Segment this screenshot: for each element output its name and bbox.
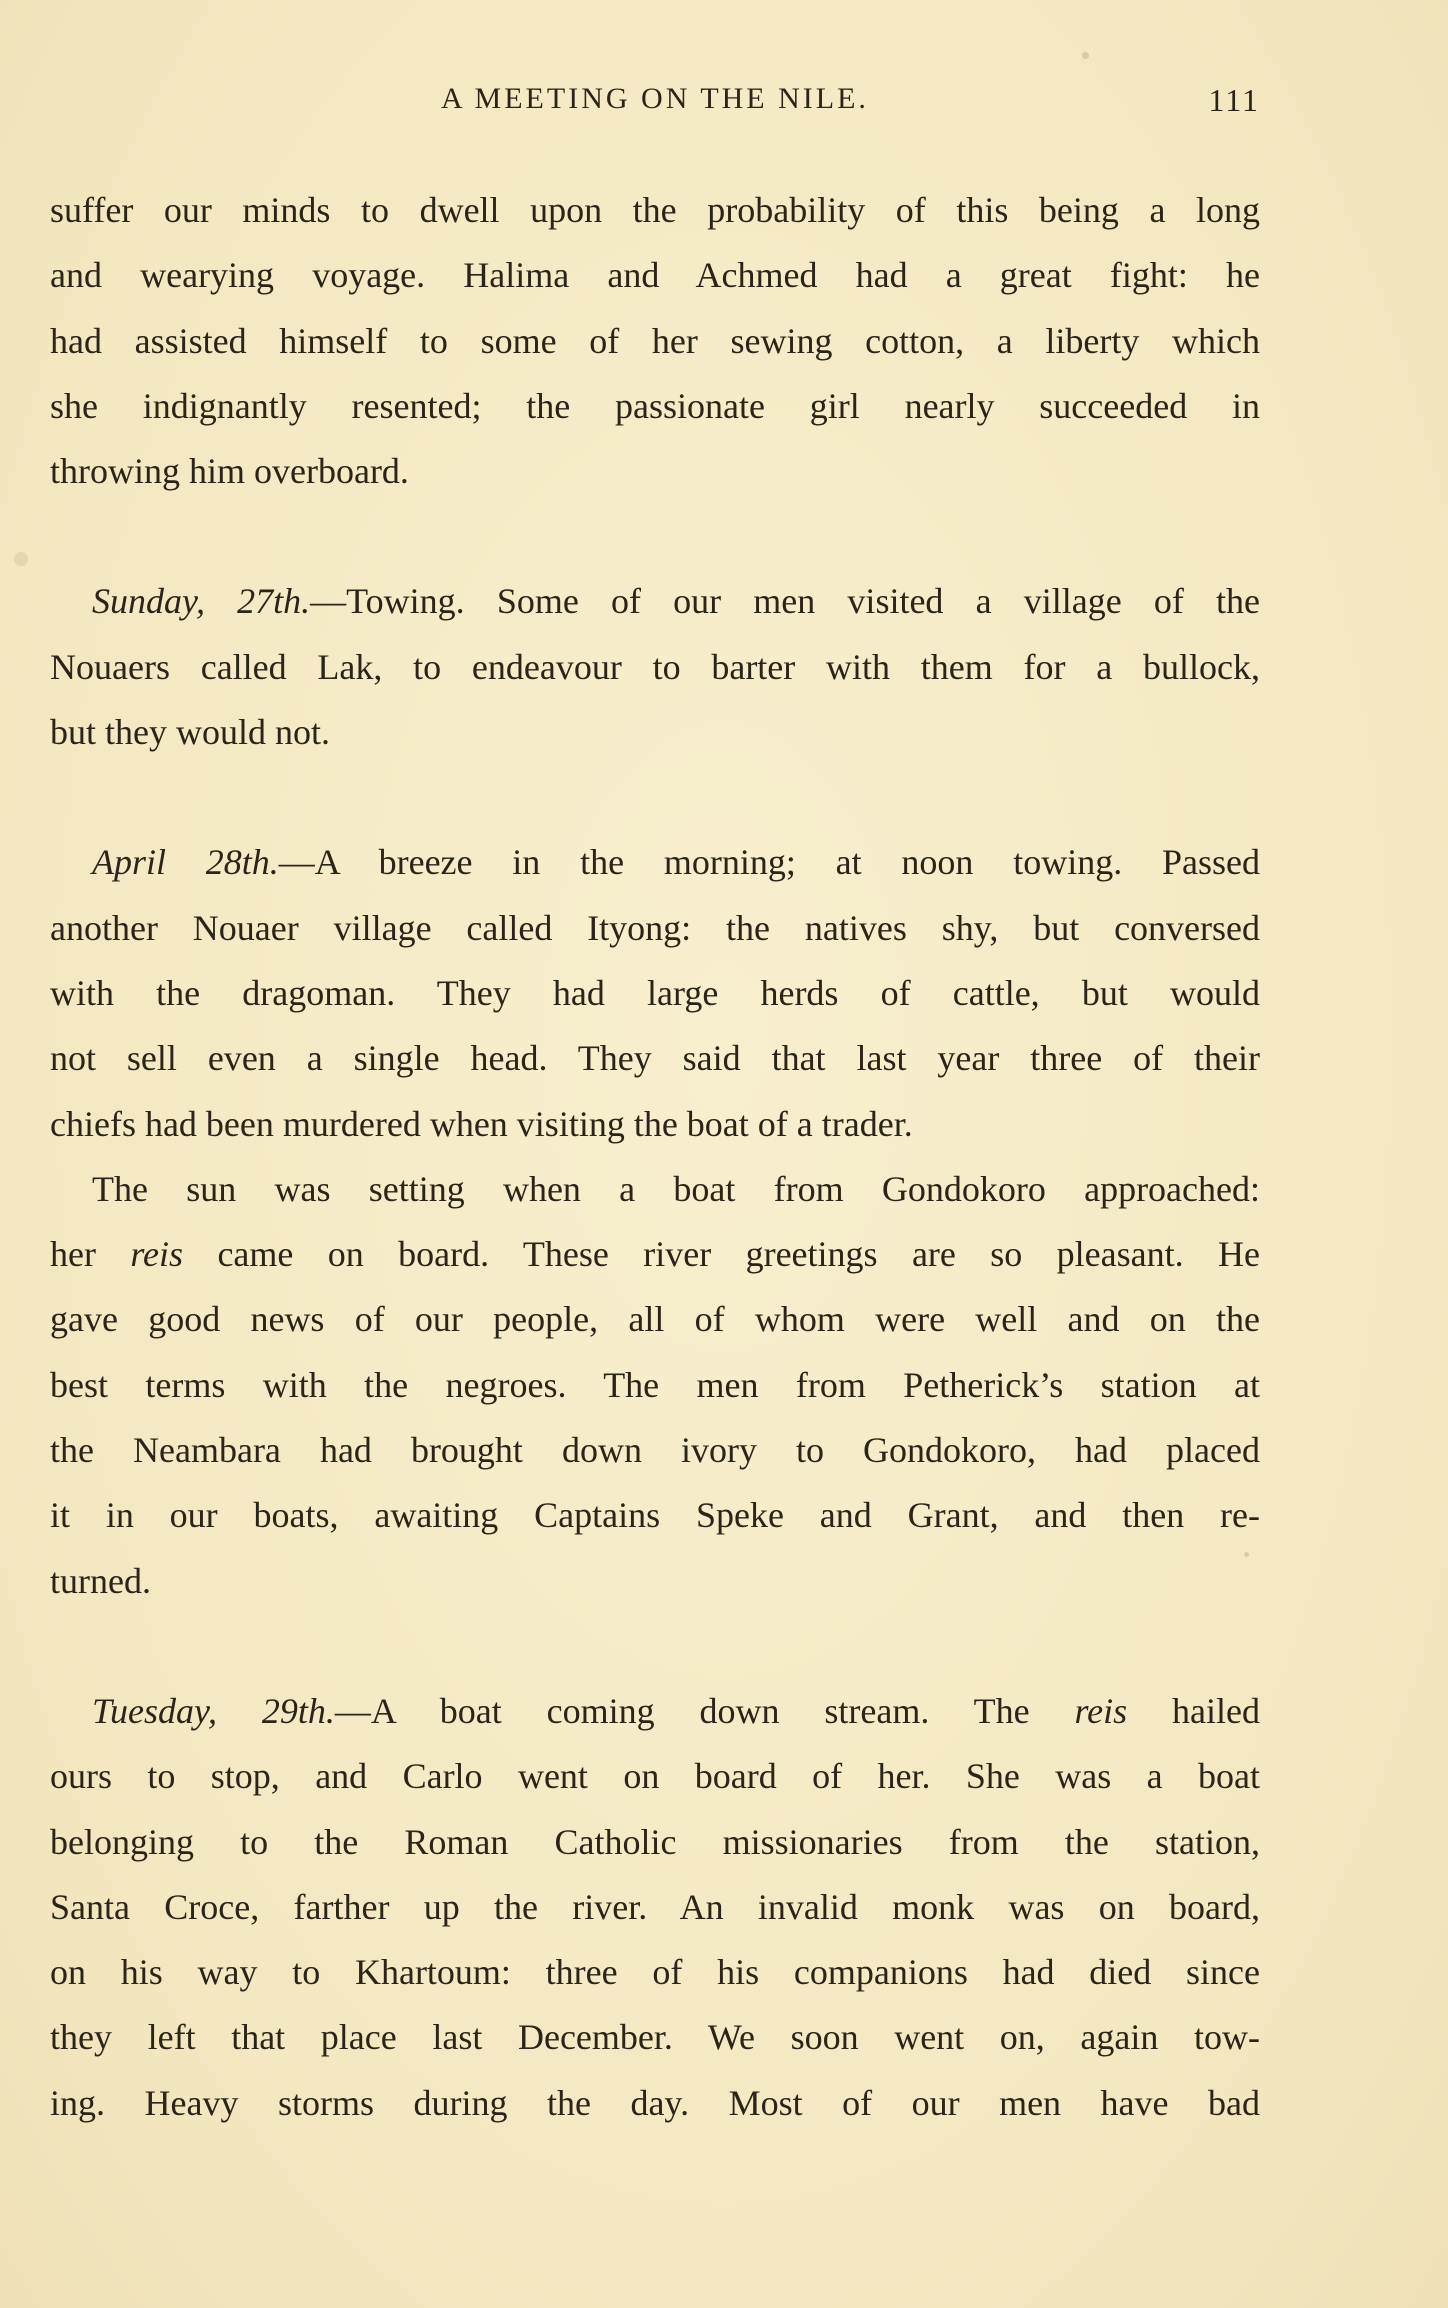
running-head (50, 82, 1260, 122)
text-line: suffer our minds to dwell upon the probability of this being a long (50, 190, 1260, 230)
text-line: gave good news of our people, all of whom were well and on the (50, 1299, 1260, 1340)
entry-date: Sunday, 27th. (92, 581, 311, 622)
text-line: throwing him overboard. (50, 451, 409, 492)
text-span: her (50, 1234, 131, 1275)
text-line: on his way to Khartoum: three of his companions had died since (50, 1952, 1260, 1993)
text-line: not sell even a single head. They said that last year three of their (50, 1038, 1260, 1079)
text-line: but they would not. (50, 712, 330, 753)
text-line: with the dragoman. They had large herds of cattle, but would (50, 972, 1260, 1013)
diary-entry-april-28 (50, 830, 1260, 1156)
text-line: had assisted himself to some of her sewing cotton, a liberty which (50, 320, 1260, 361)
text-line: turned. (50, 1560, 151, 1601)
text-line (50, 1222, 1260, 1287)
page-number: 111 (1208, 82, 1260, 118)
text-span: —A boat coming down stream. The (334, 1690, 1075, 1731)
text-line: Santa Croce, farther up the river. An invalid monk was on board, (50, 1886, 1260, 1927)
text-line: ing. Heavy storms during the day. Most of our men have bad (50, 2082, 1260, 2123)
text-line: another Nouaer village called Ityong: the natives shy, but conversed (50, 907, 1260, 948)
chapter-running-title: A MEETING ON THE NILE. (441, 82, 869, 115)
body-text (50, 178, 1260, 2136)
text-line: and wearying voyage. Halima and Achmed had a great fight: he (50, 255, 1260, 296)
paragraph (50, 178, 1260, 504)
entry-date: April 28th. (92, 842, 279, 883)
text-line: The sun was setting when a boat from Gondokoro approached: (92, 1168, 1260, 1209)
entry-date: Tuesday, 29th. (92, 1690, 335, 1731)
diary-entry-sunday-27 (50, 569, 1260, 765)
text-span: came on board. These river greetings are so pleasant. He (183, 1234, 1261, 1275)
text-line (50, 569, 1260, 634)
paper-speck (1082, 52, 1089, 59)
text-line: the Neambara had brought down ivory to Gondokoro, had placed (50, 1430, 1260, 1471)
paper-speck (14, 552, 28, 566)
text-line (50, 1679, 1260, 1744)
text-line: belonging to the Roman Catholic missionaries from the station, (50, 1821, 1260, 1862)
text-span: hailed (1127, 1690, 1260, 1731)
paragraph-boat-from-gondokoro (50, 1157, 1260, 1614)
italic-word: reis (1074, 1690, 1128, 1731)
text-span: —A breeze in the morning; at noon towing. Passed (278, 842, 1260, 883)
diary-entry-tuesday-29 (50, 1679, 1260, 2136)
text-line: ours to stop, and Carlo went on board of her. She was a boat (50, 1756, 1260, 1797)
text-line: it in our boats, awaiting Captains Speke and Grant, and then re- (50, 1495, 1260, 1536)
italic-word: reis (130, 1234, 184, 1275)
text-line: they left that place last December. We soon went on, again tow- (50, 2017, 1260, 2058)
text-line (50, 830, 1260, 895)
text-line: she indignantly resented; the passionate girl nearly succeeded in (50, 385, 1260, 426)
text-span: —Towing. Some of our men visited a village of the (310, 581, 1261, 622)
text-line: chiefs had been murdered when visiting the boat of a trader. (50, 1103, 913, 1144)
text-line: best terms with the negroes. The men from Petherick’s station at (50, 1364, 1260, 1405)
text-line: Nouaers called Lak, to endeavour to barter with them for a bullock, (50, 646, 1260, 687)
